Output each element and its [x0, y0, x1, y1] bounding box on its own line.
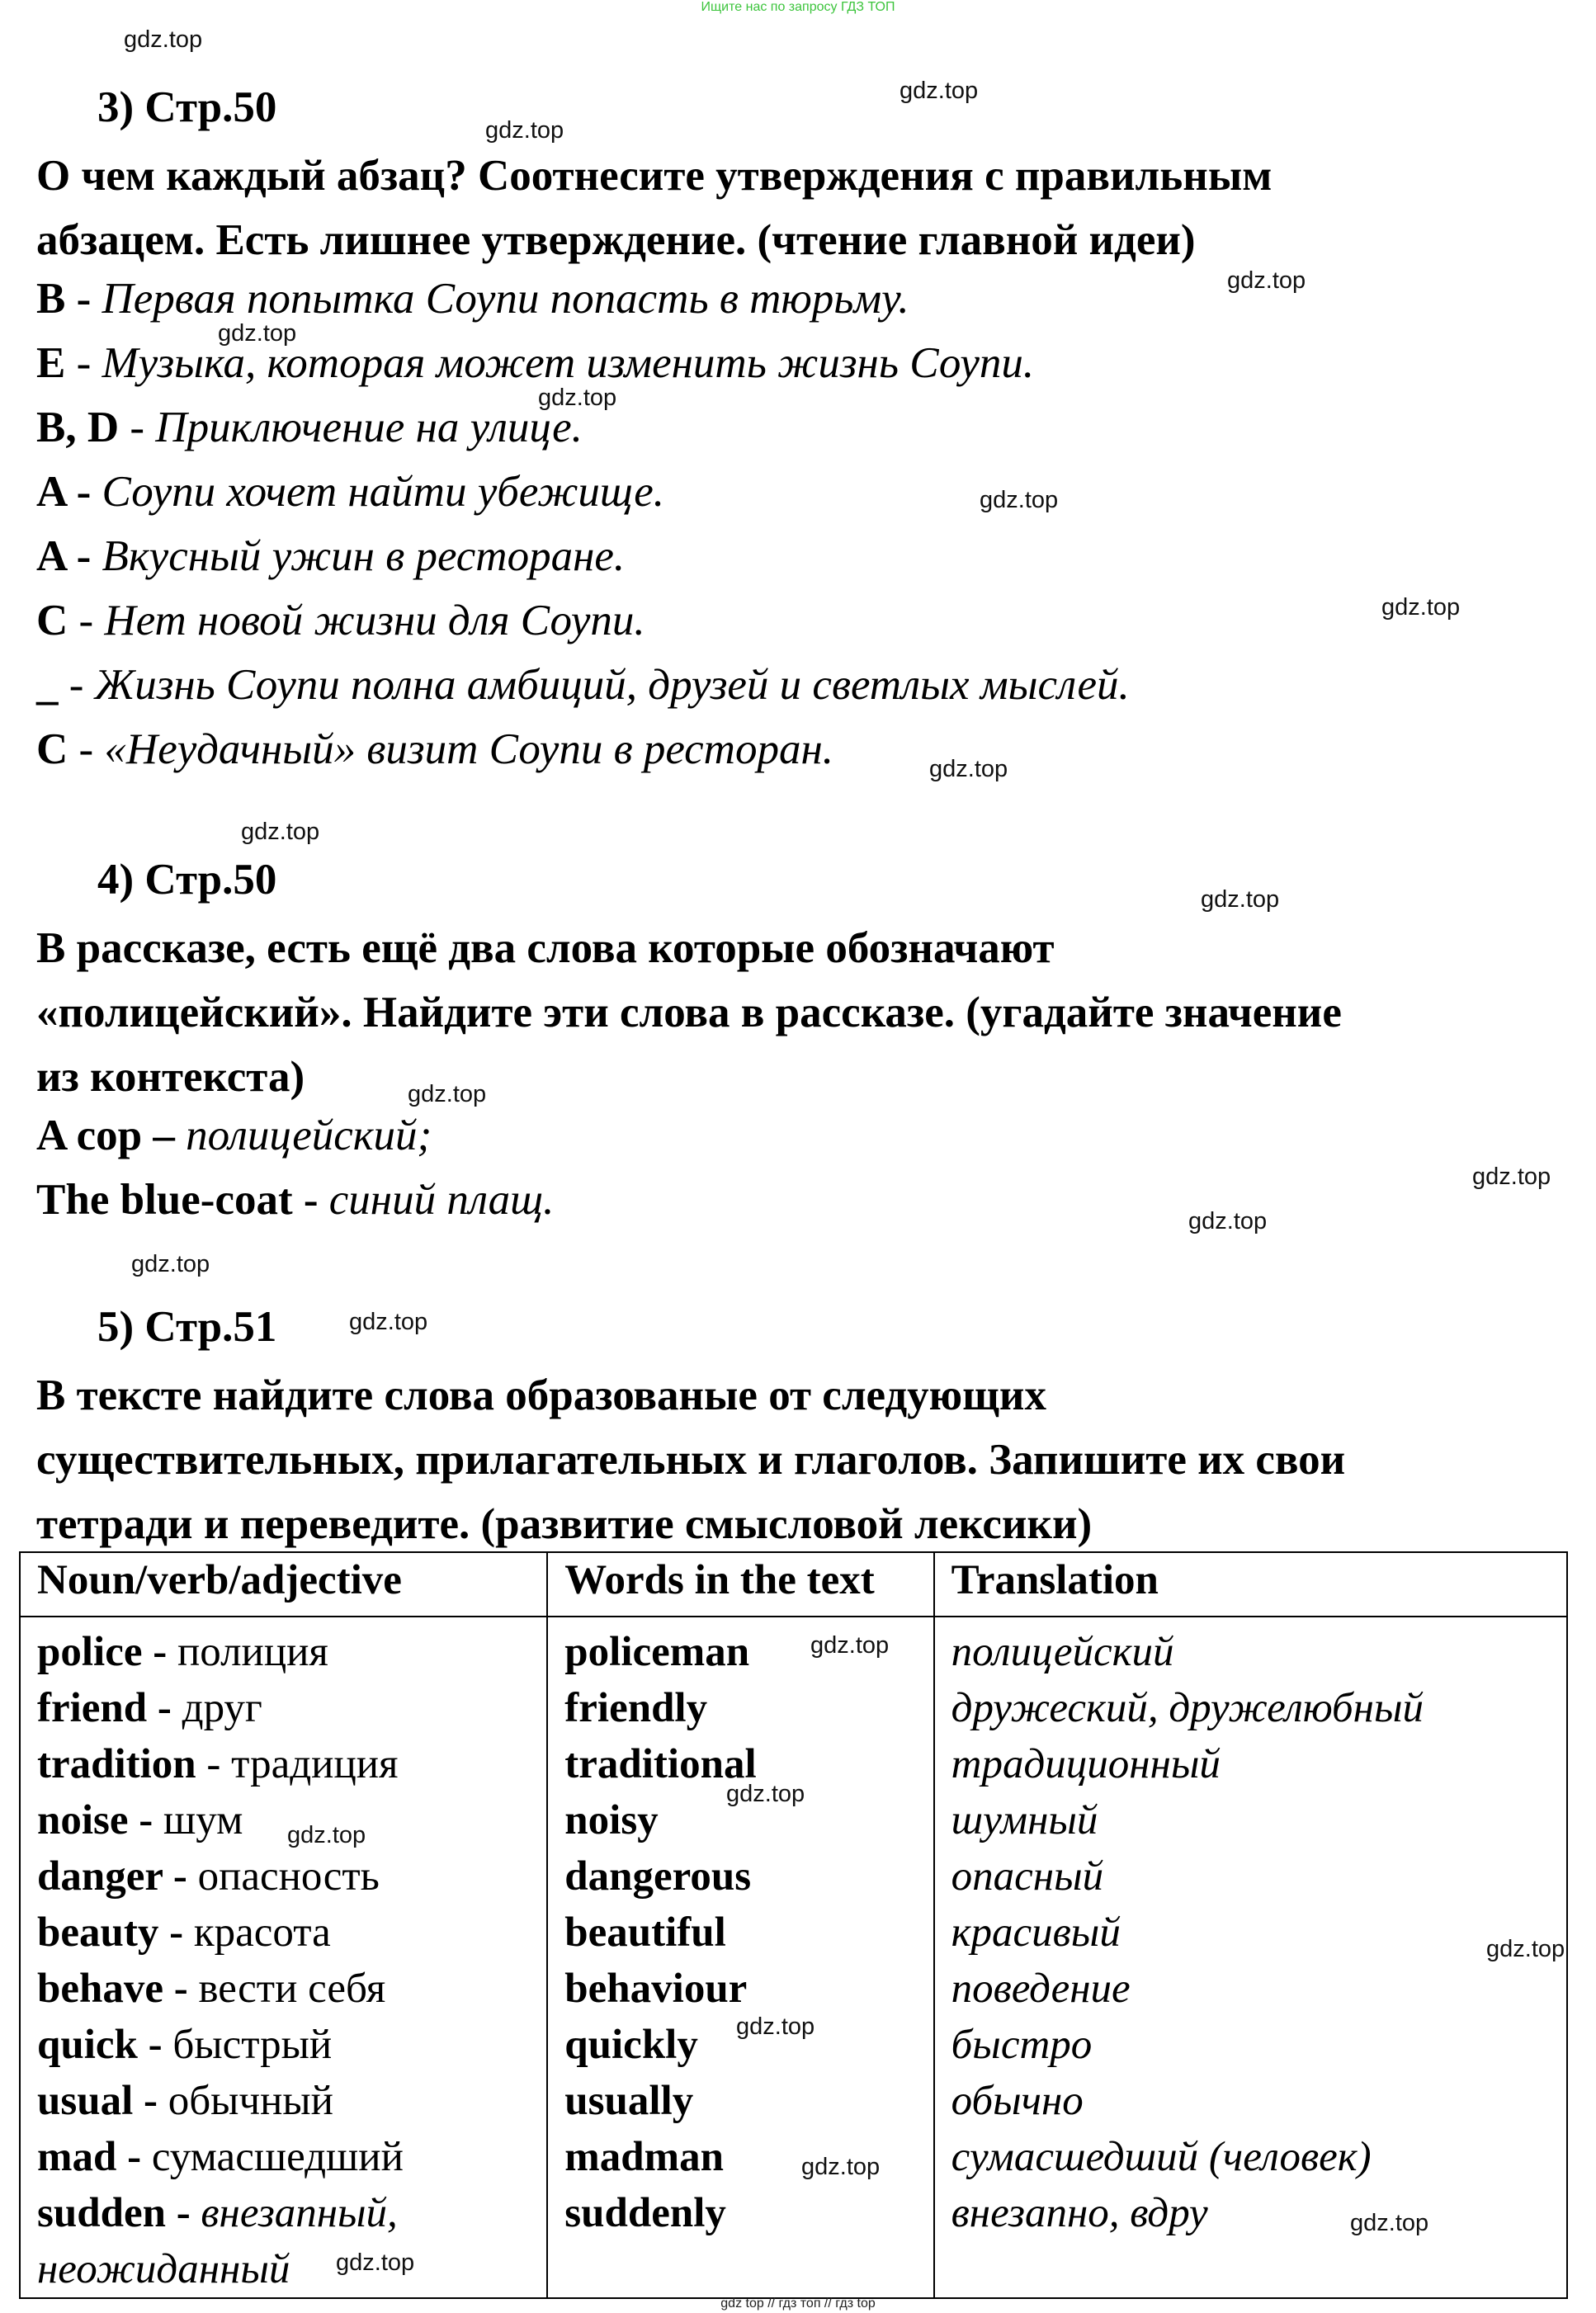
derived-word-text: suddenly [564, 2190, 726, 2236]
task-line: В тексте найдите слова образованые от следующих [36, 1371, 1046, 1419]
answer-text: Вкусный ужин в ресторане. [102, 532, 626, 580]
answer-key: A - [36, 468, 92, 516]
derived-word [564, 1624, 916, 1680]
base-word-entry [37, 1905, 530, 1961]
answer-line [36, 596, 645, 645]
watermark: gdz.top [929, 756, 1008, 782]
answer-text: - Жизнь Соупи полна амбиций, друзей и светлых мыслей. [68, 661, 1130, 709]
answer-line [36, 274, 909, 323]
watermark: gdz.top [538, 385, 617, 411]
translation: полицейский [951, 1629, 1174, 1675]
task-line: тетради и переведите. (развитие смысловой лексики) [36, 1500, 1093, 1548]
translation: красивый [951, 1909, 1121, 1956]
answer-text: синий плащ. [328, 1176, 555, 1224]
base-word-entry [37, 1792, 530, 1848]
table-row [20, 1617, 1567, 2298]
derived-word [564, 2185, 916, 2241]
section-4-task [36, 916, 1555, 1109]
answer-key: A cop – [36, 1112, 175, 1159]
base-word: behave - [37, 1966, 188, 2012]
section-5-task [36, 1363, 1555, 1556]
derived-word [564, 1792, 916, 1848]
base-word-entry [37, 1680, 530, 1736]
answer-line [36, 403, 583, 452]
watermark: gdz.top [485, 117, 564, 144]
base-word-translation: - традиция [206, 1741, 399, 1787]
derived-word-text: usually [564, 2078, 694, 2124]
watermark: gdz.top [1472, 1164, 1551, 1190]
base-word-entry [37, 2185, 530, 2241]
derived-word [564, 2129, 916, 2185]
watermark: gdz.top [980, 487, 1059, 513]
task-line: О чем каждый абзац? Соотнесите утверждения с правильным [36, 152, 1273, 200]
base-word-translation: красота [193, 1909, 331, 1956]
task-line: абзацем. Есть лишнее утверждение. (чтение главной идеи) [36, 216, 1196, 264]
answer-line [36, 467, 664, 517]
task-line: В рассказе, есть ещё два слова которые обозначают [36, 924, 1055, 972]
base-word-entry [37, 2073, 530, 2129]
base-word: quick - [37, 2022, 163, 2068]
derived-word-text: friendly [564, 1685, 708, 1731]
translation: обычно [951, 2078, 1084, 2124]
base-word-translation: друг [182, 1685, 262, 1731]
translations-cell [934, 1617, 1567, 2298]
task-line: из контекста) [36, 1053, 305, 1101]
base-word-translation: опасность [197, 1853, 380, 1900]
section-5-heading: 5) Стр.51 [97, 1303, 277, 1351]
watermark: gdz.top [1188, 1208, 1268, 1234]
derived-word-text: dangerous [564, 1853, 752, 1900]
base-word: noise - [37, 1797, 153, 1843]
derived-word [564, 2073, 916, 2129]
answer-line [36, 1175, 554, 1225]
answer-line [36, 531, 625, 581]
watermark: gdz.top [1201, 886, 1280, 913]
derived-word [564, 1680, 916, 1736]
base-word: friend - [37, 1685, 172, 1731]
watermark: gdz.top [900, 78, 979, 104]
answer-key: The blue-coat - [36, 1176, 319, 1224]
derived-word-text: traditional [564, 1741, 757, 1787]
translation: традиционный [951, 1741, 1221, 1787]
answer-text: Первая попытка Соупи попасть в тюрьму. [102, 275, 909, 323]
base-word: beauty - [37, 1909, 184, 1956]
watermark: gdz.top [736, 2013, 815, 2040]
base-word-translation: полиция [177, 1629, 328, 1675]
top-banner: Ищите нас по запросу ГДЗ ТОП [701, 0, 895, 14]
answer-text: полицейский; [186, 1112, 432, 1159]
watermark: gdz.top [810, 1632, 890, 1659]
section-3-heading: 3) Стр.50 [97, 83, 277, 131]
base-word-entry [37, 2129, 530, 2185]
table-header-row [20, 1552, 1567, 1617]
answer-key: A - [36, 532, 92, 580]
base-word-entry [37, 1736, 530, 1792]
watermark: gdz.top [726, 1781, 805, 1807]
derived-word-text: policeman [564, 1629, 750, 1675]
derived-word [564, 2017, 916, 2073]
base-word-translation: вести себя [198, 1966, 386, 2012]
base-word-translation: шум [163, 1797, 243, 1843]
base-word: danger - [37, 1853, 187, 1900]
watermark: gdz.top [1381, 594, 1461, 621]
translation: шумный [951, 1797, 1098, 1843]
watermark: gdz.top [349, 1309, 428, 1335]
answer-line [36, 338, 1034, 388]
base-word-translation: обычный [168, 2078, 333, 2124]
task-line: существительных, прилагательных и глаголов. Запишите их свои [36, 1436, 1346, 1484]
task-line: «полицейский». Найдите эти слова в рассказе. (угадайте значение [36, 989, 1342, 1036]
answer-text: - Музыка, которая может изменить жизнь Соупи. [76, 339, 1035, 387]
derived-word-text: behaviour [564, 1966, 748, 2012]
base-word-entry [37, 1961, 530, 2017]
base-word-entry [37, 1848, 530, 1905]
derived-word-text: beautiful [564, 1909, 726, 1956]
watermark: gdz.top [1227, 267, 1306, 294]
watermark: gdz.top [1350, 2210, 1429, 2236]
base-word-translation-continued: неожиданный [37, 2246, 290, 2292]
base-word-entry [37, 1624, 530, 1680]
section-3-task [36, 144, 1555, 272]
watermark: gdz.top [336, 2249, 415, 2276]
translation: внезапно, вдру [951, 2190, 1208, 2236]
word-formation-table [19, 1551, 1568, 2299]
answer-text: - Нет новой жизни для Соупи. [78, 597, 645, 644]
translation: быстро [951, 2022, 1093, 2068]
column-header: Noun/verb/adjective [20, 1552, 547, 1617]
watermark: gdz.top [131, 1251, 210, 1277]
derived-word [564, 1961, 916, 2017]
derived-word [564, 1905, 916, 1961]
derived-word-text: madman [564, 2134, 724, 2180]
derived-word-text: quickly [564, 2022, 698, 2068]
answer-key: _ [36, 661, 59, 709]
base-word: mad - [37, 2134, 142, 2180]
watermark: gdz.top [124, 26, 203, 53]
base-word-entry [37, 2017, 530, 2073]
base-word: sudden - [37, 2190, 191, 2236]
translation: дружеский, дружелюбный [951, 1685, 1424, 1731]
derived-word-text: noisy [564, 1797, 659, 1843]
translation: опасный [951, 1853, 1104, 1900]
column-header: Translation [934, 1552, 1567, 1617]
watermark: gdz.top [801, 2154, 881, 2180]
base-word: tradition [37, 1741, 196, 1787]
answer-key: B, D [36, 404, 120, 451]
answer-key: E [36, 339, 66, 387]
translation: сумасшедший (человек) [951, 2134, 1372, 2180]
base-word-translation: сумасшедший [151, 2134, 404, 2180]
base-word: police - [37, 1629, 168, 1675]
watermark: gdz.top [408, 1081, 487, 1107]
answer-text: - «Неудачный» визит Соупи в ресторан. [78, 725, 833, 773]
answer-key: B - [36, 275, 92, 323]
watermark: gdz.top [287, 1822, 366, 1848]
answer-line [36, 1111, 432, 1160]
section-4-heading: 4) Стр.50 [97, 856, 277, 904]
derived-words-cell [547, 1617, 933, 2298]
answer-line [36, 660, 1130, 710]
base-word: usual - [37, 2078, 158, 2124]
watermark: gdz.top [1486, 1936, 1565, 1962]
watermark: gdz.top [241, 819, 320, 845]
answer-line [36, 725, 833, 774]
answer-text: Соупи хочет найти убежище. [102, 468, 664, 516]
derived-word [564, 1736, 916, 1792]
derived-word [564, 1848, 916, 1905]
watermark: gdz.top [218, 320, 297, 347]
column-header: Words in the text [547, 1552, 933, 1617]
footer-text: gdz top // гдз топ // гдз top [720, 2296, 876, 2311]
base-word-translation: внезапный, [201, 2190, 398, 2236]
base-words-cell [20, 1617, 547, 2298]
answer-text: - Приключение на улице. [130, 404, 583, 451]
answer-key: C [36, 725, 68, 773]
translation: поведение [951, 1966, 1131, 2012]
answer-key: C [36, 597, 68, 644]
base-word-translation: быстрый [172, 2022, 333, 2068]
